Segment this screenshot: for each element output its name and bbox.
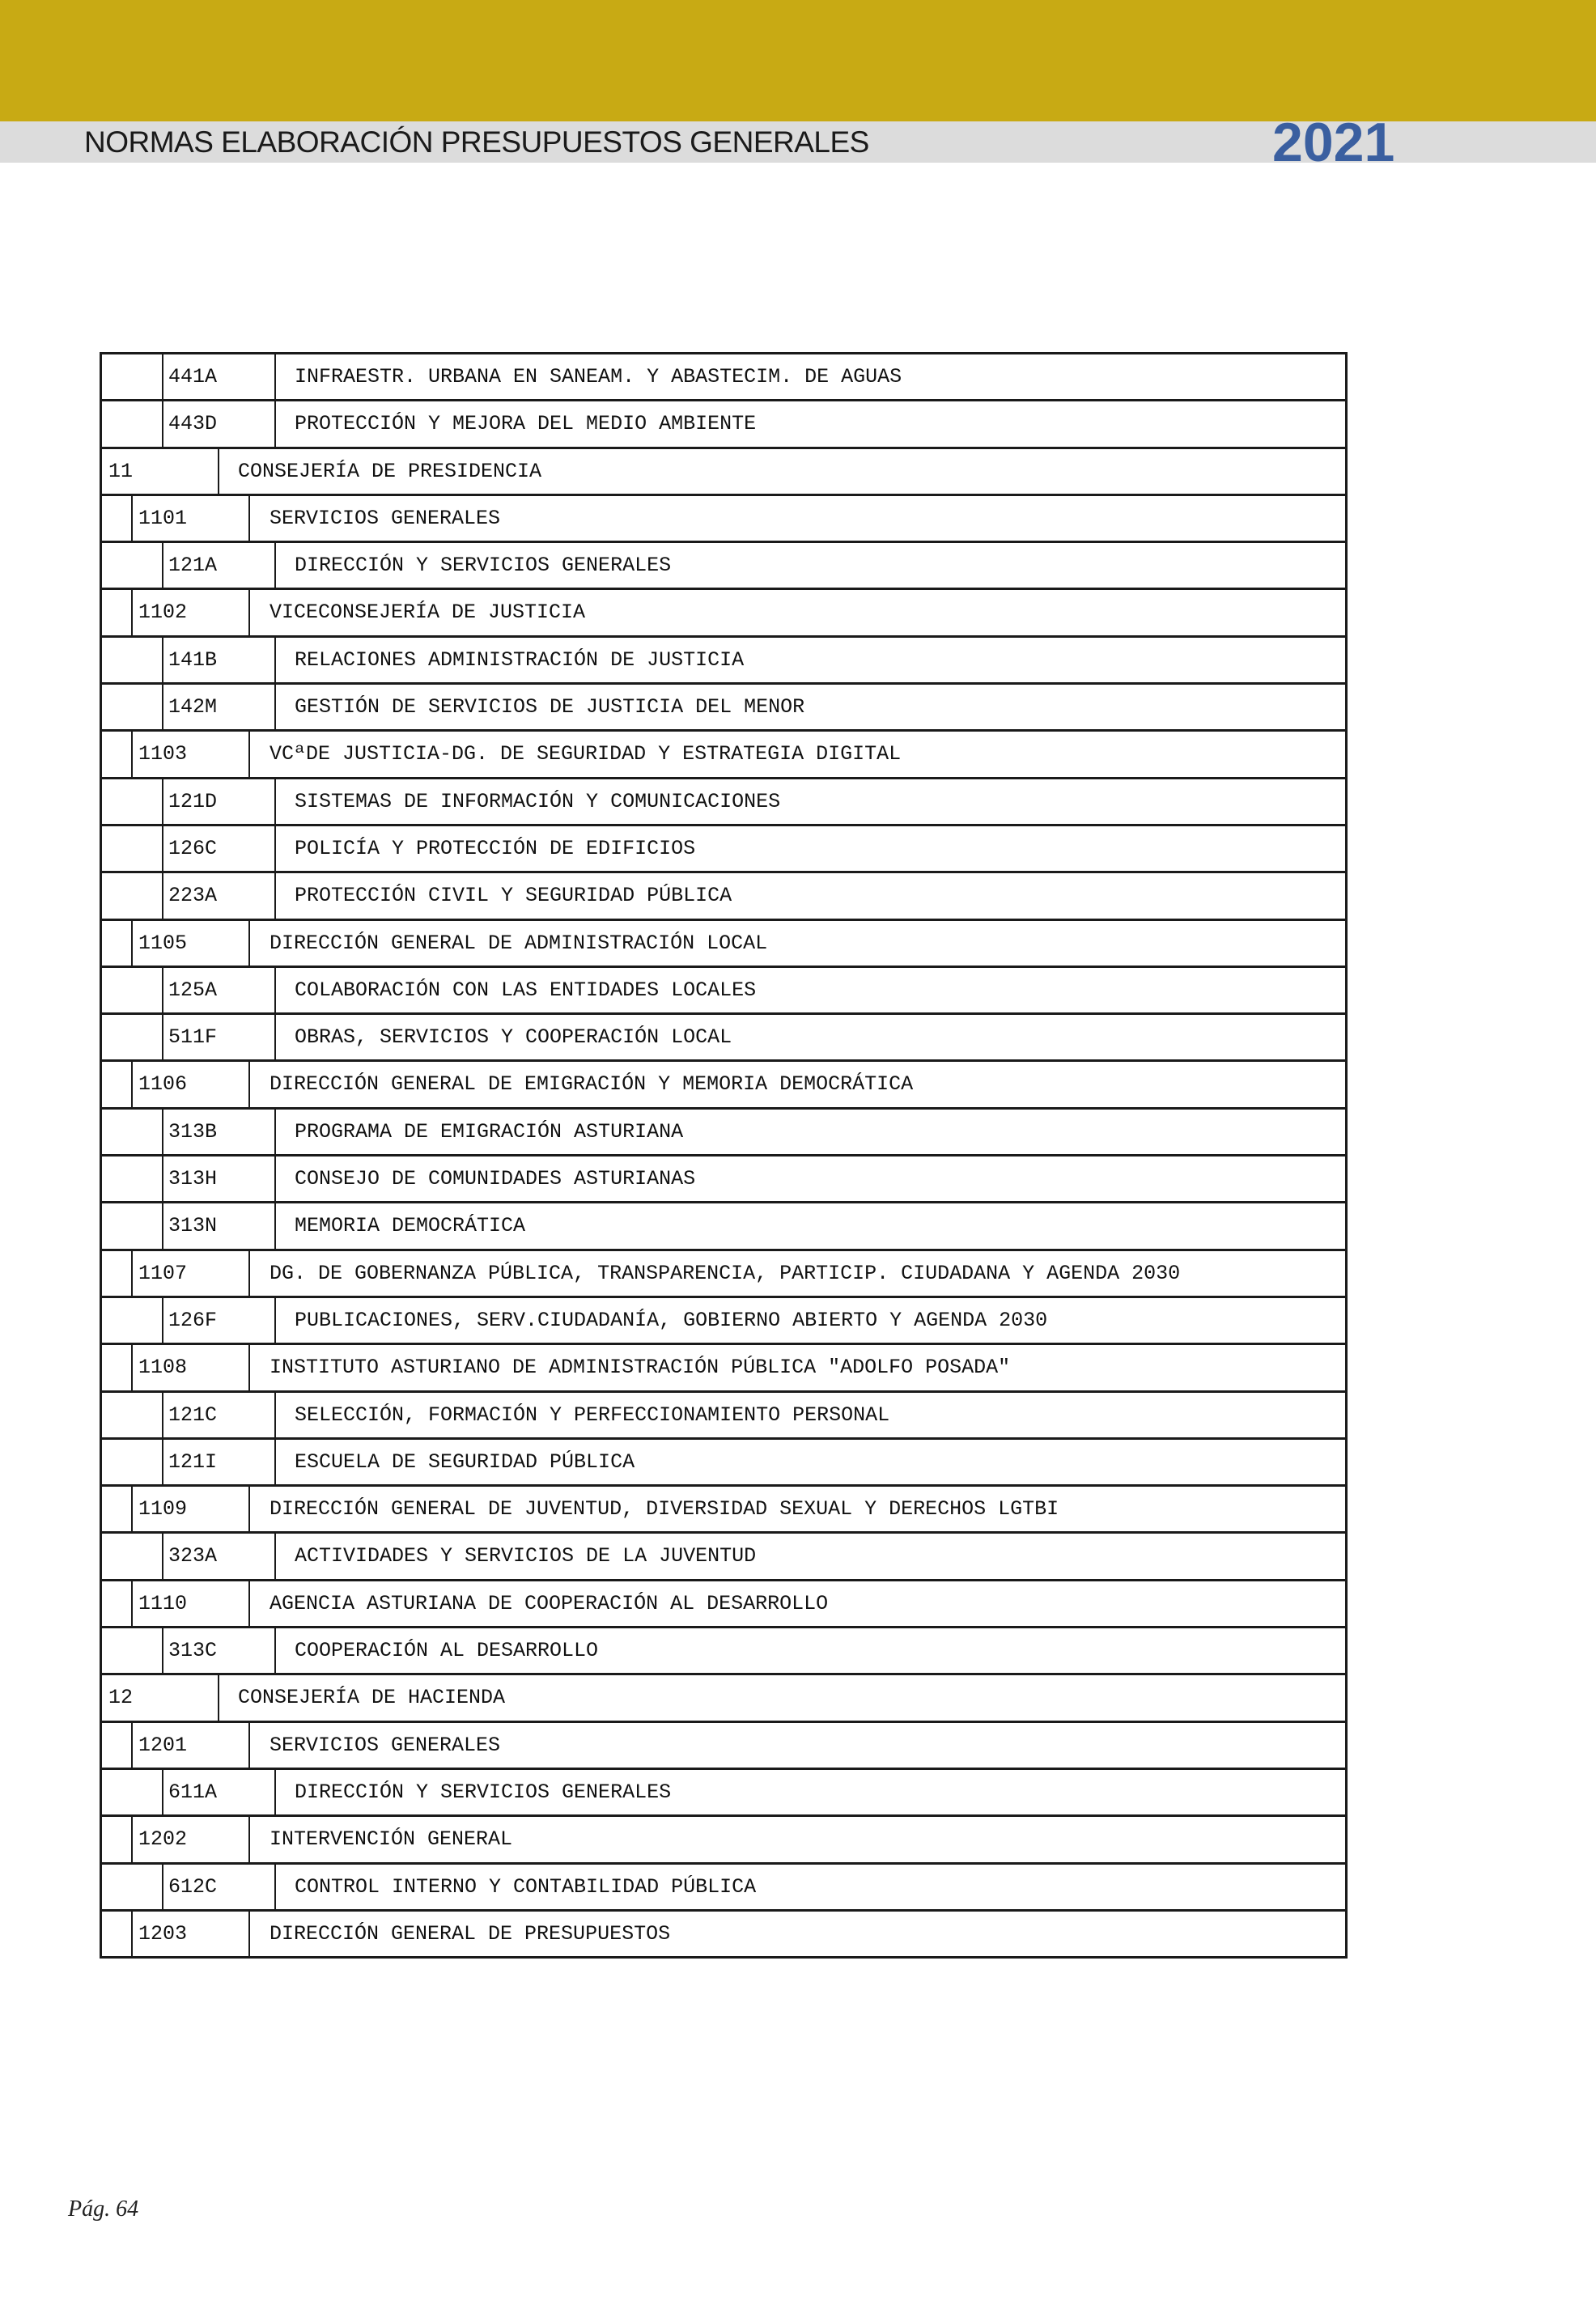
- row-code: 313C: [168, 1639, 218, 1663]
- row-code: 1108: [138, 1356, 188, 1380]
- column-divider: [162, 685, 163, 729]
- row-code: 1105: [138, 931, 188, 955]
- column-divider: [131, 921, 133, 966]
- table-row: [100, 1534, 1348, 1581]
- column-divider: [274, 1393, 276, 1437]
- table-row: [100, 1156, 1348, 1203]
- row-description: PROTECCIÓN Y MEJORA DEL MEDIO AMBIENTE: [295, 412, 757, 436]
- row-description: SELECCIÓN, FORMACIÓN Y PERFECCIONAMIENTO PERSONAL: [295, 1403, 890, 1427]
- row-code: 1203: [138, 1921, 188, 1946]
- row-code: 223A: [168, 884, 218, 908]
- row-code: 611A: [168, 1780, 218, 1804]
- row-description: RELACIONES ADMINISTRACIÓN DE JUSTICIA: [295, 647, 745, 672]
- column-divider: [162, 1440, 163, 1484]
- column-divider: [248, 1581, 250, 1626]
- column-divider: [274, 968, 276, 1012]
- table-row: [100, 968, 1348, 1015]
- column-divider: [248, 921, 250, 966]
- table-row: [100, 590, 1348, 637]
- column-divider: [274, 1015, 276, 1059]
- column-divider: [274, 1534, 276, 1578]
- column-divider: [162, 1203, 163, 1248]
- table-row: [100, 1440, 1348, 1487]
- table-row: [100, 1062, 1348, 1109]
- table-row: [100, 1628, 1348, 1675]
- row-code: 121C: [168, 1403, 218, 1427]
- row-code: 313N: [168, 1214, 218, 1238]
- column-divider: [274, 1298, 276, 1343]
- column-divider: [162, 638, 163, 682]
- table-row: [100, 826, 1348, 873]
- row-description: DIRECCIÓN GENERAL DE JUVENTUD, DIVERSIDAD SEXUAL Y DERECHOS LGTBI: [270, 1497, 1059, 1521]
- row-code: 1101: [138, 506, 188, 530]
- table-row: [100, 1251, 1348, 1298]
- row-code: 121A: [168, 554, 218, 578]
- column-divider: [131, 1817, 133, 1861]
- column-divider: [162, 1770, 163, 1814]
- header-top-band: [0, 0, 1596, 121]
- row-code: 1202: [138, 1827, 188, 1852]
- table-row: [100, 685, 1348, 732]
- row-description: VCªDE JUSTICIA-DG. DE SEGURIDAD Y ESTRATEGIA DIGITAL: [270, 742, 902, 766]
- row-description: INSTITUTO ASTURIANO DE ADMINISTRACIÓN PÚBLICA "ADOLFO POSADA": [270, 1356, 1011, 1380]
- column-divider: [248, 1912, 250, 1956]
- table-row: [100, 732, 1348, 779]
- row-description: DIRECCIÓN GENERAL DE PRESUPUESTOS: [270, 1921, 671, 1946]
- row-description: DIRECCIÓN GENERAL DE ADMINISTRACIÓN LOCAL: [270, 931, 768, 955]
- budget-program-table: [100, 352, 1348, 1959]
- row-description: COLABORACIÓN CON LAS ENTIDADES LOCALES: [295, 978, 757, 1002]
- column-divider: [162, 1110, 163, 1154]
- column-divider: [274, 779, 276, 824]
- row-description: DIRECCIÓN Y SERVICIOS GENERALES: [295, 1780, 672, 1804]
- row-code: 121I: [168, 1449, 218, 1474]
- column-divider: [162, 1156, 163, 1201]
- row-description: PROTECCIÓN CIVIL Y SEGURIDAD PÚBLICA: [295, 884, 732, 908]
- row-code: 1107: [138, 1261, 188, 1285]
- column-divider: [131, 1345, 133, 1390]
- column-divider: [248, 590, 250, 634]
- column-divider: [162, 1298, 163, 1343]
- table-row: [100, 1865, 1348, 1912]
- page-number: Pág. 64: [68, 2196, 139, 2222]
- table-row: [100, 1110, 1348, 1156]
- column-divider: [274, 685, 276, 729]
- table-row: [100, 1817, 1348, 1864]
- row-code: 125A: [168, 978, 218, 1002]
- row-description: CONSEJERÍA DE PRESIDENCIA: [238, 459, 542, 483]
- table-row: [100, 1298, 1348, 1345]
- row-description: PUBLICACIONES, SERV.CIUDADANÍA, GOBIERNO ABIERTO Y AGENDA 2030: [295, 1308, 1048, 1332]
- column-divider: [162, 1015, 163, 1059]
- row-code: 11: [108, 459, 134, 483]
- column-divider: [248, 1487, 250, 1531]
- column-divider: [162, 779, 163, 824]
- column-divider: [274, 401, 276, 446]
- row-description: SERVICIOS GENERALES: [270, 1733, 501, 1757]
- row-description: INTERVENCIÓN GENERAL: [270, 1827, 513, 1852]
- row-code: 142M: [168, 695, 218, 719]
- column-divider: [248, 1062, 250, 1106]
- row-description: GESTIÓN DE SERVICIOS DE JUSTICIA DEL MENOR: [295, 695, 805, 719]
- row-description: COOPERACIÓN AL DESARROLLO: [295, 1639, 599, 1663]
- document-title: NORMAS ELABORACIÓN PRESUPUESTOS GENERALES: [84, 125, 869, 159]
- row-description: DIRECCIÓN Y SERVICIOS GENERALES: [295, 554, 672, 578]
- row-code: 511F: [168, 1025, 218, 1050]
- table-row: [100, 1912, 1348, 1959]
- row-description: OBRAS, SERVICIOS Y COOPERACIÓN LOCAL: [295, 1025, 732, 1050]
- table-row: [100, 921, 1348, 968]
- column-divider: [131, 496, 133, 541]
- column-divider: [162, 543, 163, 588]
- column-divider: [131, 1912, 133, 1956]
- column-divider: [162, 354, 163, 399]
- row-description: AGENCIA ASTURIANA DE COOPERACIÓN AL DESARROLLO: [270, 1591, 829, 1615]
- row-description: INFRAESTR. URBANA EN SANEAM. Y ABASTECIM. DE AGUAS: [295, 365, 902, 388]
- column-divider: [274, 1156, 276, 1201]
- table-row: [100, 1770, 1348, 1817]
- row-code: 1201: [138, 1733, 188, 1757]
- row-description: POLICÍA Y PROTECCIÓN DE EDIFICIOS: [295, 836, 696, 860]
- column-divider: [162, 826, 163, 871]
- row-code: 121D: [168, 789, 218, 813]
- column-divider: [131, 1723, 133, 1768]
- row-description: PROGRAMA DE EMIGRACIÓN ASTURIANA: [295, 1119, 684, 1144]
- column-divider: [274, 638, 276, 682]
- table-row: [100, 1723, 1348, 1770]
- row-code: 441A: [168, 365, 218, 388]
- row-description: DIRECCIÓN GENERAL DE EMIGRACIÓN Y MEMORIA DEMOCRÁTICA: [270, 1072, 914, 1097]
- column-divider: [248, 732, 250, 776]
- column-divider: [162, 968, 163, 1012]
- column-divider: [162, 1534, 163, 1578]
- column-divider: [274, 1203, 276, 1248]
- row-description: DG. DE GOBERNANZA PÚBLICA, TRANSPARENCIA, PARTICIP. CIUDADANA Y AGENDA 2030: [270, 1261, 1181, 1285]
- column-divider: [274, 1628, 276, 1673]
- table-row: [100, 1345, 1348, 1392]
- table-row: [100, 1015, 1348, 1062]
- row-code: 126F: [168, 1308, 218, 1332]
- row-description: CONSEJERÍA DE HACIENDA: [238, 1686, 506, 1710]
- column-divider: [248, 1251, 250, 1296]
- row-code: 323A: [168, 1544, 218, 1568]
- column-divider: [274, 543, 276, 588]
- column-divider: [248, 1817, 250, 1861]
- table-row: [100, 354, 1348, 401]
- column-divider: [274, 1865, 276, 1909]
- row-description: ACTIVIDADES Y SERVICIOS DE LA JUVENTUD: [295, 1544, 757, 1568]
- column-divider: [274, 873, 276, 918]
- table-row: [100, 1581, 1348, 1628]
- row-code: 1103: [138, 742, 188, 766]
- column-divider: [248, 1723, 250, 1768]
- row-code: 12: [108, 1686, 134, 1710]
- column-divider: [218, 449, 219, 494]
- table-row: [100, 401, 1348, 448]
- table-row: [100, 1675, 1348, 1722]
- table-row: [100, 543, 1348, 590]
- column-divider: [218, 1675, 219, 1720]
- row-description: VICECONSEJERÍA DE JUSTICIA: [270, 601, 586, 625]
- table-row: [100, 779, 1348, 826]
- column-divider: [162, 1628, 163, 1673]
- row-description: SISTEMAS DE INFORMACIÓN Y COMUNICACIONES: [295, 789, 781, 813]
- column-divider: [131, 1581, 133, 1626]
- column-divider: [162, 1865, 163, 1909]
- table-row: [100, 638, 1348, 685]
- column-divider: [274, 354, 276, 399]
- row-description: ESCUELA DE SEGURIDAD PÚBLICA: [295, 1449, 635, 1474]
- table-row: [100, 496, 1348, 543]
- column-divider: [162, 873, 163, 918]
- table-row: [100, 1393, 1348, 1440]
- column-divider: [274, 1770, 276, 1814]
- table-row: [100, 449, 1348, 496]
- column-divider: [131, 732, 133, 776]
- row-code: 443D: [168, 412, 218, 436]
- column-divider: [131, 1062, 133, 1106]
- column-divider: [274, 1110, 276, 1154]
- row-description: CONSEJO DE COMUNIDADES ASTURIANAS: [295, 1167, 696, 1191]
- row-code: 1109: [138, 1497, 188, 1521]
- row-code: 141B: [168, 647, 218, 672]
- row-code: 612C: [168, 1874, 218, 1899]
- row-code: 313H: [168, 1167, 218, 1191]
- column-divider: [248, 1345, 250, 1390]
- document-year: 2021: [1272, 112, 1395, 173]
- row-code: 313B: [168, 1119, 218, 1144]
- column-divider: [131, 1487, 133, 1531]
- column-divider: [248, 496, 250, 541]
- column-divider: [131, 590, 133, 634]
- column-divider: [274, 1440, 276, 1484]
- row-code: 1102: [138, 601, 188, 625]
- row-description: SERVICIOS GENERALES: [270, 506, 501, 530]
- table-row: [100, 1203, 1348, 1250]
- table-row: [100, 873, 1348, 920]
- row-description: MEMORIA DEMOCRÁTICA: [295, 1214, 526, 1238]
- row-code: 1110: [138, 1591, 188, 1615]
- column-divider: [162, 401, 163, 446]
- column-divider: [131, 1251, 133, 1296]
- row-code: 1106: [138, 1072, 188, 1097]
- row-code: 126C: [168, 836, 218, 860]
- table-row: [100, 1487, 1348, 1534]
- column-divider: [274, 826, 276, 871]
- column-divider: [162, 1393, 163, 1437]
- row-description: CONTROL INTERNO Y CONTABILIDAD PÚBLICA: [295, 1874, 757, 1899]
